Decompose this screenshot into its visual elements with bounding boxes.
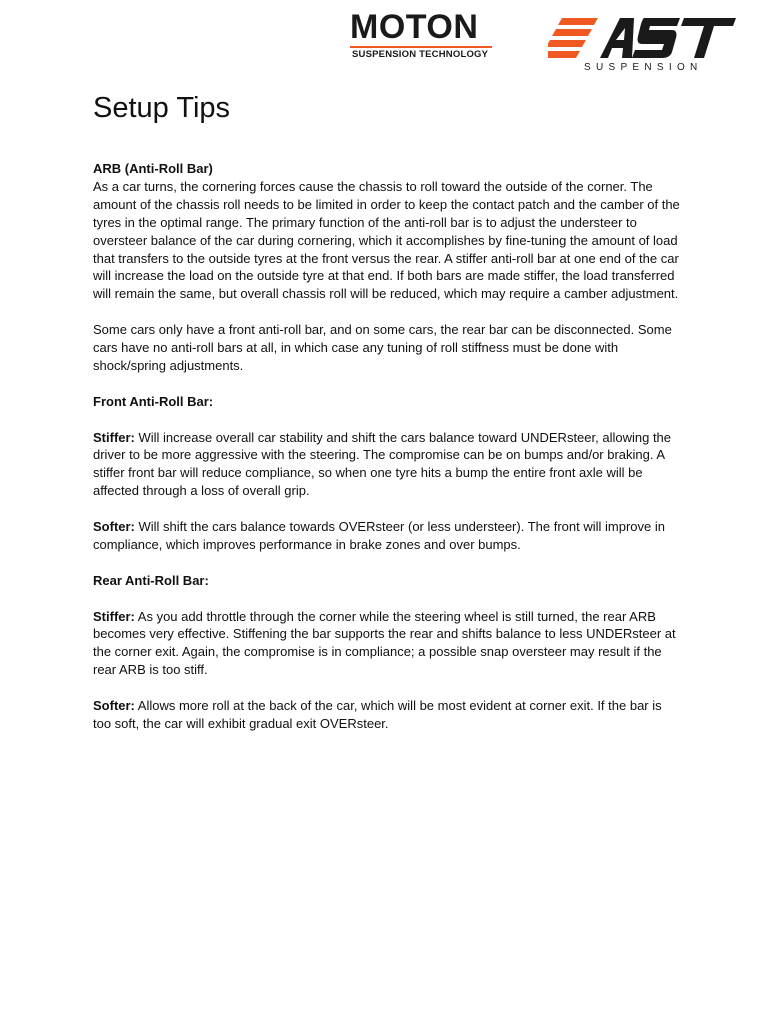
moton-logo (350, 10, 510, 66)
document-body (93, 86, 683, 751)
arb-section (93, 160, 683, 303)
arb-paragraph-1: As a car turns, the cornering forces cause the chassis to roll toward the outside of the corner. The amount of the chassis roll needs to be limited in order to keep the contact patch and the camber of the tyres in the optimal range. The primary function of the anti-roll bar is to adjust the understeer to oversteer balance of the car during cornering, which it accomplishes by fine-tuning the amount of load that transfers to the outside tyres at the front versus the rear. A stiffer anti-roll bar at one end of the car will increase the load on the outside tyre at that end. If both bars are made stiffer, the load transferred will remain the same, but overall chassis roll will be reduced, which may require a camber adjustment. (93, 178, 680, 302)
ast-logo-tagline: SUSPENSION (584, 62, 703, 73)
rear-softer-label: Softer: (93, 698, 135, 714)
rear-stiffer-text: As you add throttle through the corner while the steering wheel is still turned, the rear ARB becomes very effective. Stiffening the bar supports the rear and shifts balance to less UNDERsteer at the corner exit. Again, the compromise is in compliance; a possible snap oversteer may result if the rear ARB is too stiff. (93, 608, 676, 678)
page-title: Setup Tips (93, 92, 231, 124)
front-softer-text: Will shift the cars balance towards OVERsteer (or less understeer). The front will improve in compliance, which improves performance in brake zones and over bumps. (93, 519, 665, 552)
moton-logo-wordmark: MOTON (350, 8, 479, 46)
rear-softer-text: Allows more roll at the back of the car, which will be most evident at corner exit. If the bar is too soft, the car will exhibit gradual exit OVERsteer. (93, 698, 662, 731)
ast-logo-mark (548, 14, 738, 60)
front-softer-paragraph (93, 518, 683, 554)
ast-logo (548, 14, 738, 78)
moton-logo-tagline: SUSPENSION TECHNOLOGY (352, 49, 489, 60)
front-arb-heading: Front Anti-Roll Bar: (93, 393, 214, 409)
front-stiffer-text: Will increase overall car stability and shift the cars balance toward UNDERsteer, allowing the driver to be more aggressive with the steering. The compromise can be on bumps and/or braking. A stiffer front bar will reduce compliance, so when one tyre hits a bump the entire front axle will be affected through a loss of overall grip. (93, 429, 672, 499)
arb-paragraph-2: Some cars only have a front anti-roll bar, and on some cars, the rear bar can be disconnected. Some cars have no anti-roll bars at all, in which case any tuning of roll stiffness must be done with shock/spring adjustments. (93, 322, 672, 373)
rear-stiffer-paragraph (93, 608, 683, 680)
front-stiffer-label: Stiffer: (93, 429, 135, 445)
rear-arb-heading: Rear Anti-Roll Bar: (93, 572, 209, 588)
arb-heading: ARB (Anti-Roll Bar) (93, 161, 213, 176)
rear-stiffer-label: Stiffer: (93, 608, 135, 624)
front-stiffer-paragraph (93, 429, 683, 501)
moton-logo-underline (350, 46, 492, 48)
front-softer-label: Softer: (93, 519, 135, 535)
rear-softer-paragraph (93, 697, 683, 733)
